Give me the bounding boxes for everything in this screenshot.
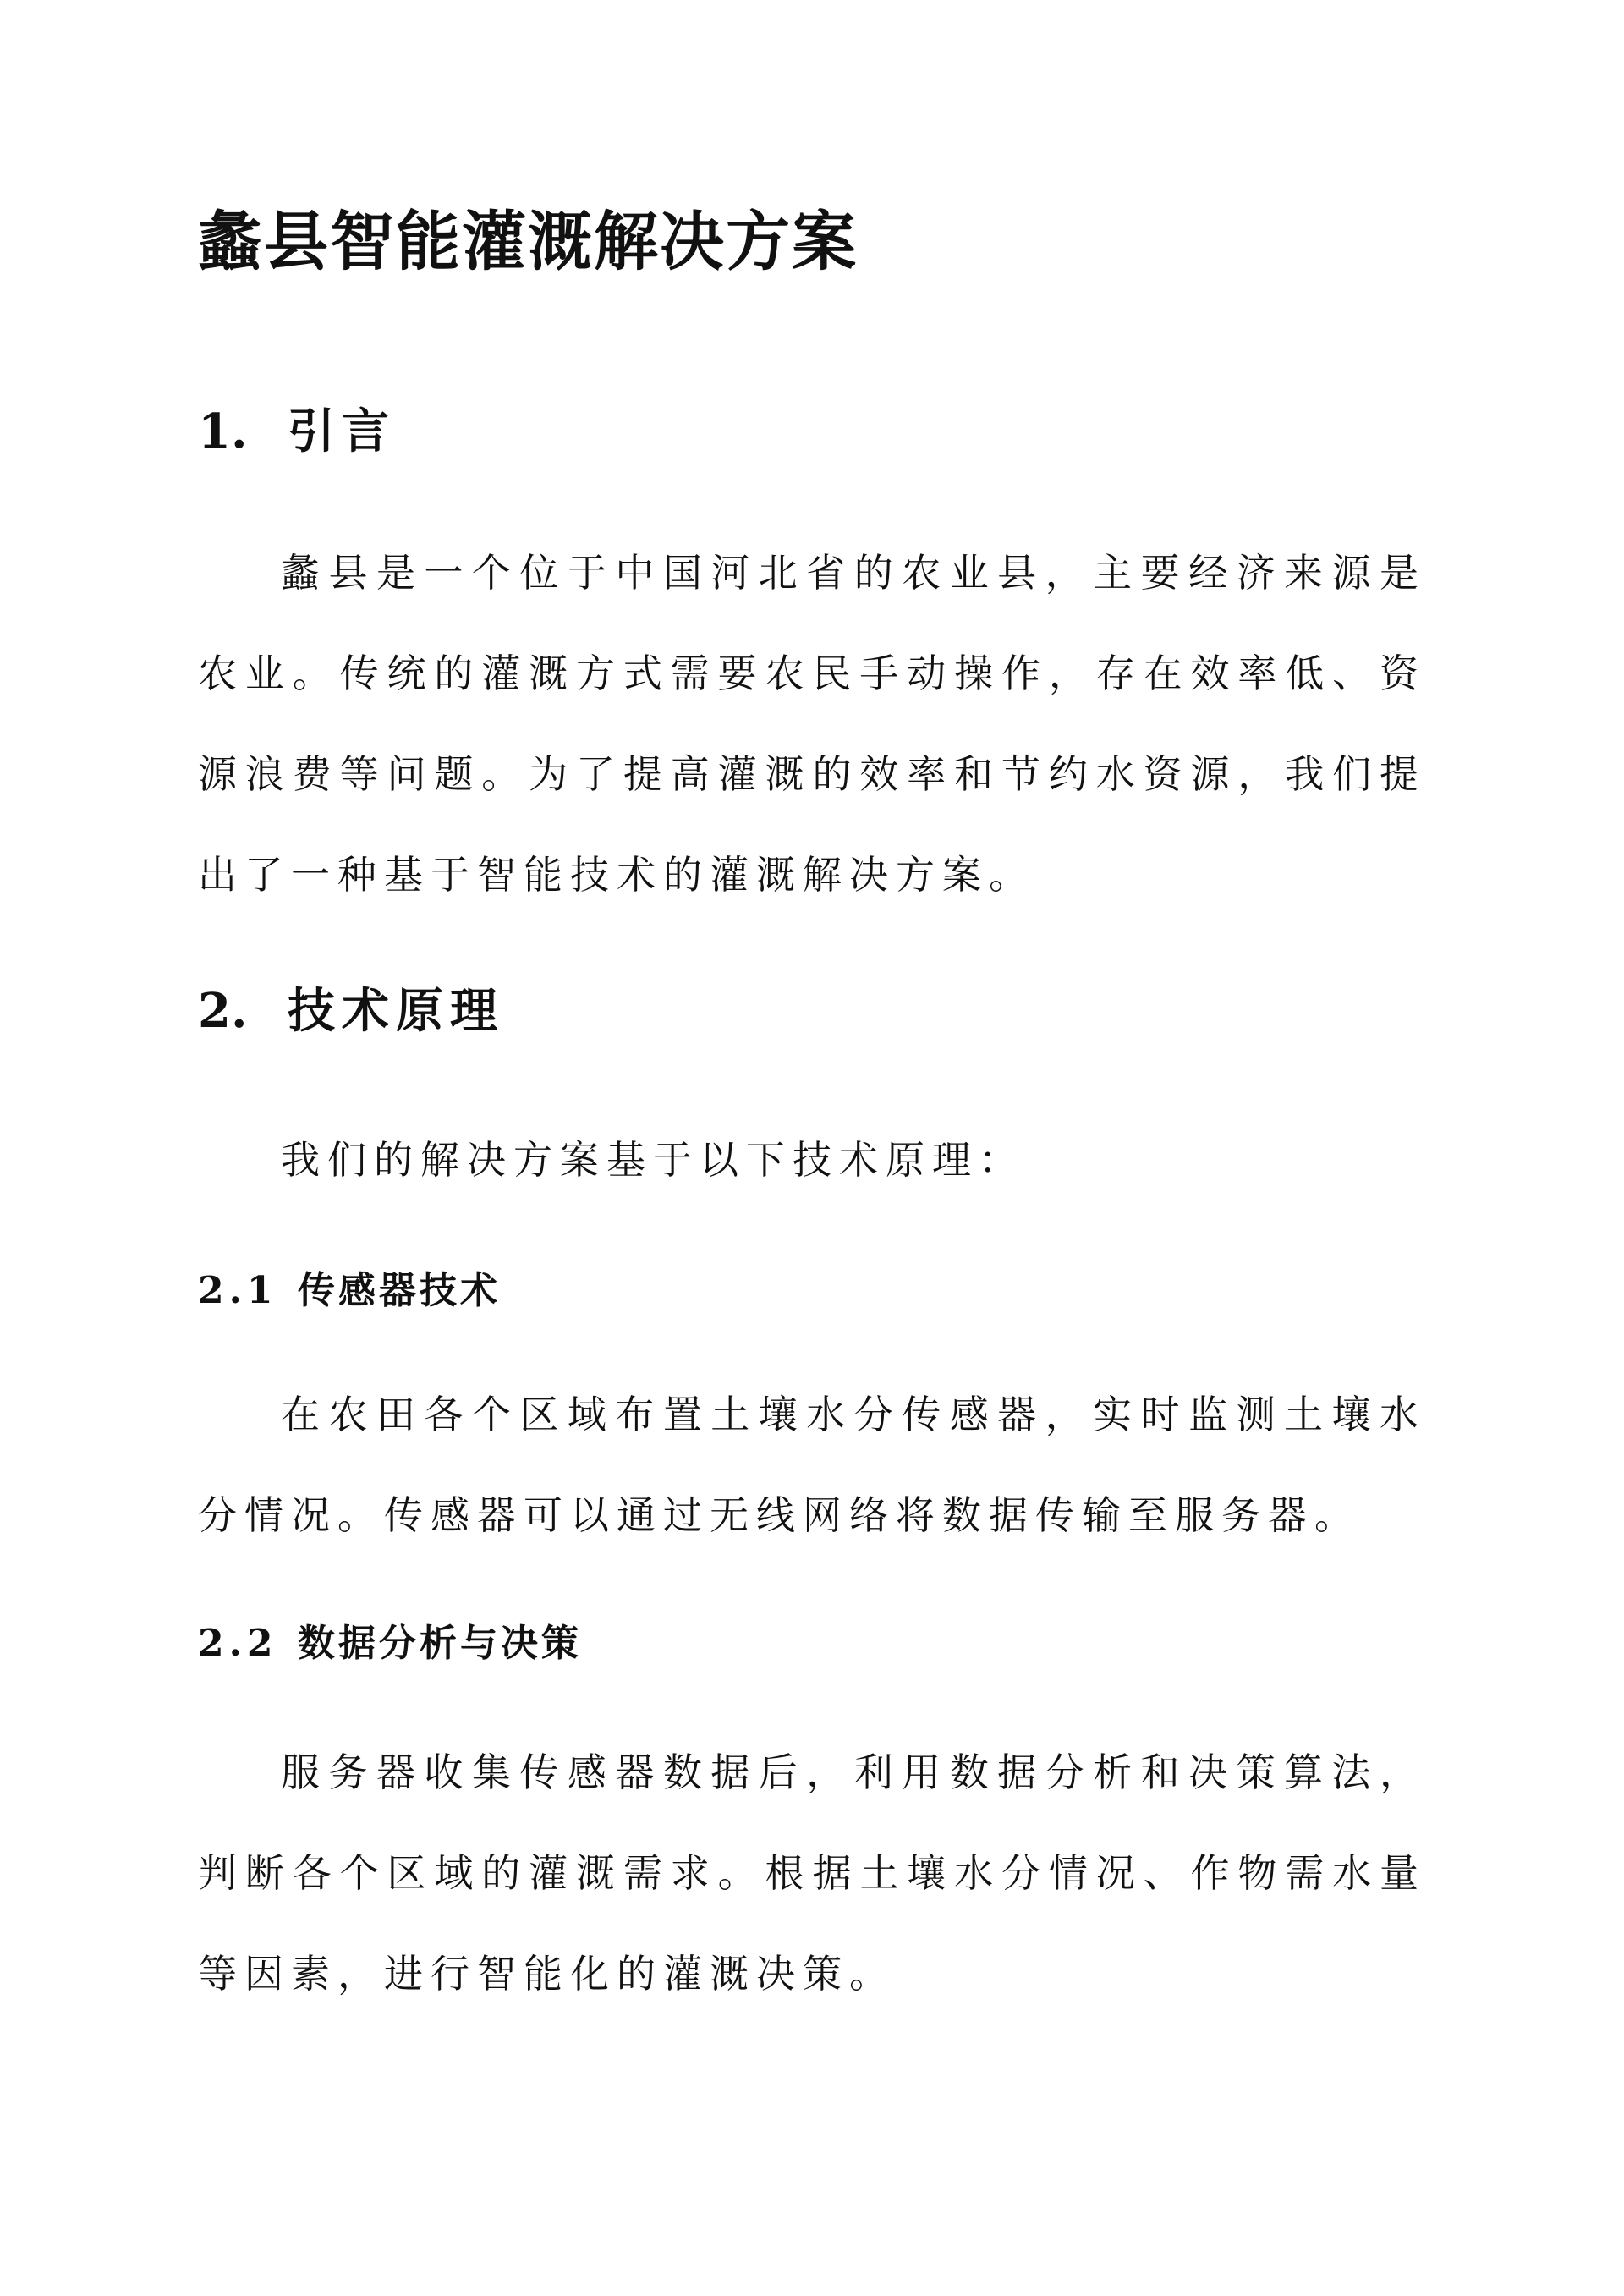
section-number: 2. [198, 983, 248, 1039]
subsection-paragraph-sensor-technology: 在农田各个区域布置土壤水分传感器，实时监测土壤水分情况。传感器可以通过无线网络将数据传输至服务器。 [198, 1392, 1426, 1538]
section-number: 1. [198, 404, 248, 459]
section-paragraph-introduction: 蠡县是一个位于中国河北省的农业县，主要经济来源是农业。传统的灌溉方式需要农民手动操作，存在效率低、资源浪费等问题。为了提高灌溉的效率和节约水资源，我们提出了一种基于智能技术的灌溉解决方案。 [198, 550, 1426, 898]
section-paragraph-technical-principles: 我们的解决方案基于以下技术原理： [281, 1137, 1025, 1183]
subsection-title: 传感器技术 [298, 1269, 501, 1312]
section-heading-technical-principles [198, 980, 504, 1041]
subsection-paragraph-data-analysis: 服务器收集传感器数据后，利用数据分析和决策算法，判断各个区域的灌溉需求。根据土壤水分情况、作物需水量等因素，进行智能化的灌溉决策。 [198, 1749, 1426, 1997]
subsection-title: 数据分析与决策 [298, 1622, 582, 1665]
section-title: 技术原理 [288, 983, 504, 1039]
subsection-number: 2.2 [198, 1622, 278, 1665]
subsection-heading-sensor-technology [198, 1266, 501, 1316]
section-heading-introduction [198, 401, 396, 462]
subsection-heading-data-analysis [198, 1618, 582, 1669]
subsection-number: 2.1 [198, 1269, 278, 1312]
document-title: 蠡县智能灌溉解决方案 [198, 204, 858, 279]
section-title: 引言 [288, 404, 396, 459]
